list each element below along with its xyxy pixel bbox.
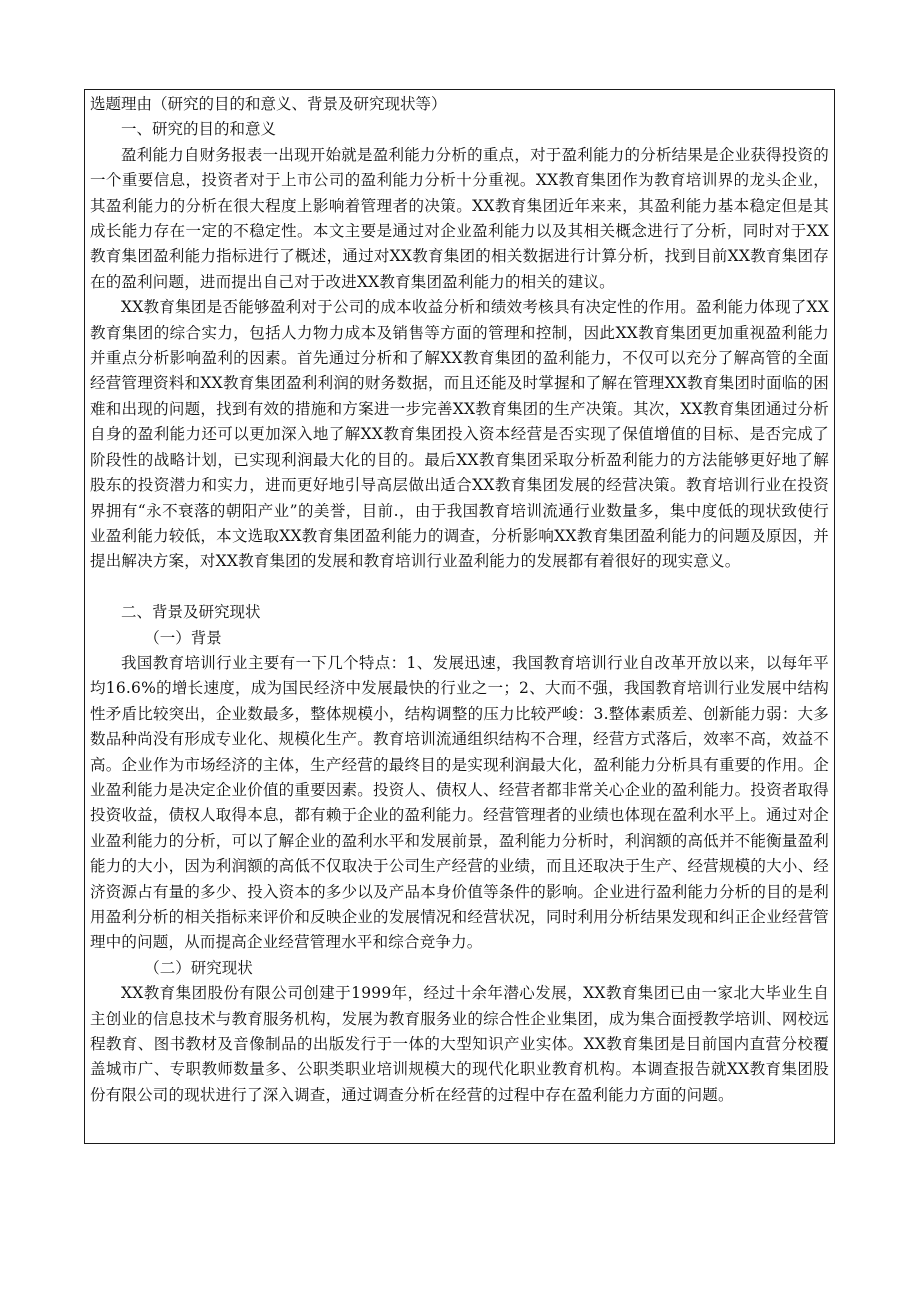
subsection-background-title: （一）背景 <box>144 628 222 647</box>
section-1-paragraph-1: 盈利能力自财务报表一出现开始就是盈利能力分析的重点，对于盈利能力的分析结果是企业获得投资的一个重要信息，投资者对于上市公司的盈利能力分析十分重视。XX教育集团作为教育培训界的龙头企业，其盈利能力的分析在很大程度上影响着管理者的决策。XX教育集团近年来来，其盈利能力基本稳定但是其成长能力存在一定的不稳定性。本文主要是通过对企业盈利能力以及其相关概念进行了分析，同时对于XX教育集团盈利能力指标进行了概述，通过对XX教育集团的相关数据进行计算分析，找到目前XX教育集团存在的盈利问题，进而提出自己对于改进XX教育集团盈利能力的相关的建议。 <box>90 145 829 291</box>
section-2-title: 二、背景及研究现状 <box>121 603 261 622</box>
section-1-paragraph-2: XX教育集团是否能够盈利对于公司的成本收益分析和绩效考核具有决定性的作用。盈利能力体现了XX教育集团的综合实力，包括人力物力成本及销售等方面的管理和控制，因此XX教育集团更加重视盈利能力并重点分析影响盈利的因素。首先通过分析和了解XX教育集团的盈利能力，不仅可以充分了解高管的全面经营管理资料和XX教育集团盈利利润的财务数据，而且还能及时掌握和了解在管理XX教育集团时面临的困难和出现的问题，找到有效的措施和方案进一步完善XX教育集团的生产决策。其次，XX教育集团通过分析自身的盈利能力还可以更加深入地了解XX教育集团投入资本经营是否实现了保值增值的目标、是否完成了阶段性的战略计划，已实现利润最大化的目的。最后XX教育集团采取分析盈利能力的方法能够更好地了解股东的投资潜力和实力，进而更好地引导高层做出适合XX教育集团发展的经营决策。教育培训行业在投资界拥有“永不衰落的朝阳产业”的美誉，目前.，由于我国教育培训流通行业数量多，集中度低的现状致使行业盈利能力较低，本文选取XX教育集团盈利能力的调查，分析影响XX教育集团盈利能力的问题及原因，并提出解决方案，对XX教育集团的发展和教育培训行业盈利能力的发展都有着很好的现实意义。 <box>90 298 829 571</box>
subsection-research-status-title: （二）研究现状 <box>144 958 253 977</box>
blank-line <box>90 575 829 600</box>
background-paragraph: 我国教育培训行业主要有一下几个特点：1、发展迅速，我国教育培训行业自改革开放以来，以每年平均16.6%的增长速度，成为国民经济中发展最快的行业之一；2、大而不强，我国教育培训行业发展中结构性矛盾比较突出，企业数最多，整体规模小，结构调整的压力比较严峻：3.整体素质差、创新能力弱：大多数品种尚没有形成专业化、规模化生产。教育培训流通组织结构不合理，经营方式落后，效率不高，效益不高。企业作为市场经济的主体，生产经营的最终目的是实现利润最大化，盈利能力分析具有重要的作用。企业盈利能力是决定企业价值的重要因素。投资人、债权人、经营者都非常关心企业的盈利能力。投资者取得投资收益，债权人取得本息，都有赖于企业的盈利能力。经营管理者的业绩也体现在盈利水平上。通过对企业盈利能力的分析，可以了解企业的盈利水平和发展前景，盈利能力分析时，利润额的高低并不能衡量盈利能力的大小，因为利润额的高低不仅取决于公司生产经营的业绩，而且还取决于生产、经营规模的大小、经济资源占有量的多少、投入资本的多少以及产品本身价值等条件的影响。企业进行盈利能力分析的目的是利用盈利分析的相关指标来评价和反映企业的发展情况和经营状况，同时利用分析结果发现和纠正企业经营管理中的问题，从而提高企业经营管理水平和综合竞争力。 <box>90 653 829 952</box>
document-table-cell <box>84 89 835 1144</box>
section-1-title: 一、研究的目的和意义 <box>121 120 277 139</box>
cell-header: 选题理由（研究的目的和意义、背景及研究现状等） <box>90 95 447 113</box>
research-status-paragraph: XX教育集团股份有限公司创建于1999年，经过十余年潜心发展，XX教育集团已由一家北大毕业生自主创业的信息技术与教育服务机构，发展为教育服务业的综合性企业集团，成为集合面授教学培训、网校远程教育、图书教材及音像制品的出版发行于一体的大型知识产业实体。XX教育集团是目前国内直营分校覆盖城市广、专职教师数量多、公职类职业培训规模大的现代化职业教育机构。本调查报告就XX教育集团股份有限公司的现状进行了深入调查，通过调查分析在经营的过程中存在盈利能力方面的问题。 <box>90 984 829 1104</box>
